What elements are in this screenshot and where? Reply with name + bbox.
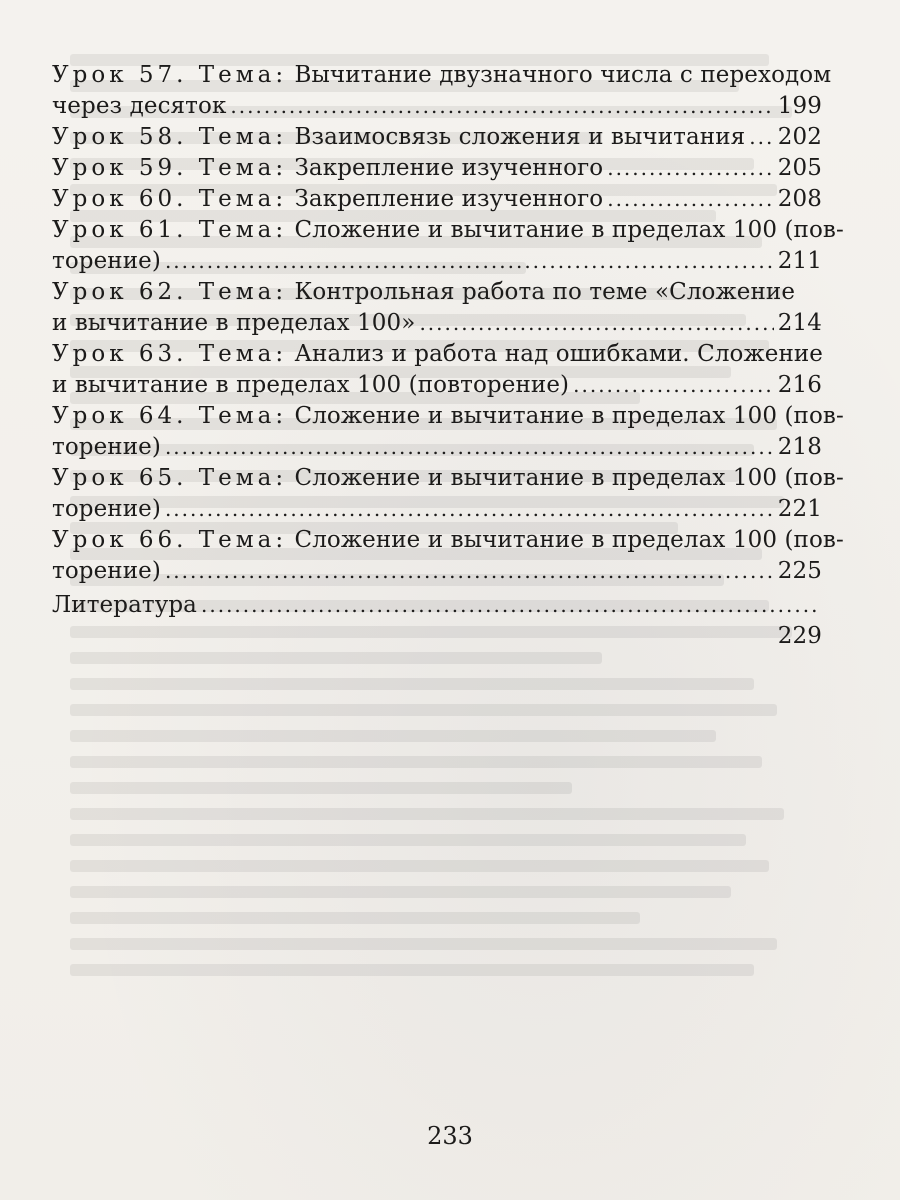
- toc-entry-first-line: [52, 277, 822, 308]
- lesson-label: Урок 62. Тема:: [52, 279, 288, 305]
- lesson-label: Урок 65. Тема:: [52, 465, 288, 491]
- page-ref: 199: [777, 93, 822, 119]
- page-number: 233: [427, 1122, 473, 1150]
- dot-leader: [201, 590, 818, 621]
- page-ref: 216: [777, 372, 822, 398]
- toc-entry: [52, 184, 822, 215]
- lesson-title: Закрепление изученного: [294, 155, 604, 181]
- lesson-title-continuation: торение): [52, 496, 161, 522]
- lesson-title: Сложение и вычитание в пределах 100 (пов-: [294, 465, 844, 491]
- lesson-title: Анализ и работа над ошибками. Сложение: [294, 341, 824, 367]
- dot-leader: [230, 91, 773, 122]
- toc-entry-leader-line: [52, 370, 822, 401]
- toc-entry-leader-line: [52, 590, 822, 621]
- page-ref: 211: [777, 248, 822, 274]
- dot-leader: [165, 494, 774, 525]
- page-ref-line: [52, 621, 822, 652]
- toc-entry-first-line: [52, 215, 844, 246]
- toc-entry-first-line: [52, 525, 844, 556]
- toc-entry: [52, 60, 832, 122]
- literature-title: Литература: [52, 592, 197, 618]
- toc-entry-text: [52, 122, 745, 153]
- page-ref: 221: [777, 496, 822, 522]
- dot-leader: [165, 432, 774, 463]
- toc-entry-first-line: [52, 339, 822, 370]
- toc-entry-text: [52, 184, 603, 215]
- lesson-label: Урок 60. Тема:: [52, 186, 288, 212]
- page-ref: 208: [777, 186, 822, 212]
- toc-entry-leader-line: [52, 246, 822, 277]
- lesson-title: Сложение и вычитание в пределах 100 (пов-: [294, 217, 844, 243]
- lesson-title-continuation: торение): [52, 248, 161, 274]
- toc-entry-first-line: [52, 401, 844, 432]
- lesson-title: Контрольная работа по теме «Сложение: [294, 279, 796, 305]
- toc-entry-first-line: [52, 463, 844, 494]
- page-ref: 205: [777, 155, 822, 181]
- lesson-title: Вычитание двузначного числа с переходом: [294, 62, 832, 88]
- toc-entry: [52, 277, 822, 339]
- lesson-title: Сложение и вычитание в пределах 100 (пов-: [294, 527, 844, 553]
- toc-entry-leader-line: [52, 184, 822, 215]
- lesson-title: Закрепление изученного: [294, 186, 604, 212]
- lesson-title-continuation: и вычитание в пределах 100 (повторение): [52, 372, 570, 398]
- toc-entry: [52, 215, 844, 277]
- toc-entry: [52, 401, 844, 463]
- dot-leader: [607, 153, 774, 184]
- toc-entry-leader-line: [52, 494, 822, 525]
- lesson-label: Урок 61. Тема:: [52, 217, 288, 243]
- lesson-title: Взаимосвязь сложения и вычитания: [294, 124, 746, 150]
- toc-entry: [52, 463, 844, 525]
- toc-entry: [52, 122, 822, 153]
- dot-leader: [165, 246, 774, 277]
- toc-entry-leader-line: [52, 91, 822, 122]
- lesson-title: Сложение и вычитание в пределах 100 (пов-: [294, 403, 844, 429]
- page-ref: 202: [777, 124, 822, 150]
- lesson-label: Урок 57. Тема:: [52, 62, 288, 88]
- lesson-title-continuation: через десяток: [52, 93, 227, 119]
- dot-leader: [749, 122, 774, 153]
- lesson-label: Урок 63. Тема:: [52, 341, 288, 367]
- dot-leader: [419, 308, 773, 339]
- toc-entry-leader-line: [52, 556, 822, 587]
- lesson-label: Урок 59. Тема:: [52, 155, 288, 181]
- page-ref: 218: [777, 434, 822, 460]
- toc-entry-first-line: [52, 60, 832, 91]
- lesson-label: Урок 58. Тема:: [52, 124, 288, 150]
- dot-leader: [607, 184, 774, 215]
- toc-entry: [52, 525, 844, 587]
- toc-entry-leader-line: [52, 308, 822, 339]
- lesson-label: Урок 66. Тема:: [52, 527, 288, 553]
- dot-leader: [573, 370, 774, 401]
- page-ref: 229: [777, 623, 822, 649]
- page-ref: 214: [777, 310, 822, 336]
- lesson-title-continuation: торение): [52, 558, 161, 584]
- page-ref: 225: [777, 558, 822, 584]
- lesson-title-continuation: и вычитание в пределах 100»: [52, 310, 416, 336]
- toc-entry-leader-line: [52, 153, 822, 184]
- toc-entry-leader-line: [52, 122, 822, 153]
- toc-entry-literature: [52, 590, 822, 652]
- table-of-contents: [52, 60, 844, 652]
- toc-entry-leader-line: [52, 432, 822, 463]
- lesson-label: Урок 64. Тема:: [52, 403, 288, 429]
- toc-entry-text: [52, 153, 603, 184]
- lesson-title-continuation: торение): [52, 434, 161, 460]
- toc-entry: [52, 153, 822, 184]
- dot-leader: [165, 556, 774, 587]
- toc-entry: [52, 339, 822, 401]
